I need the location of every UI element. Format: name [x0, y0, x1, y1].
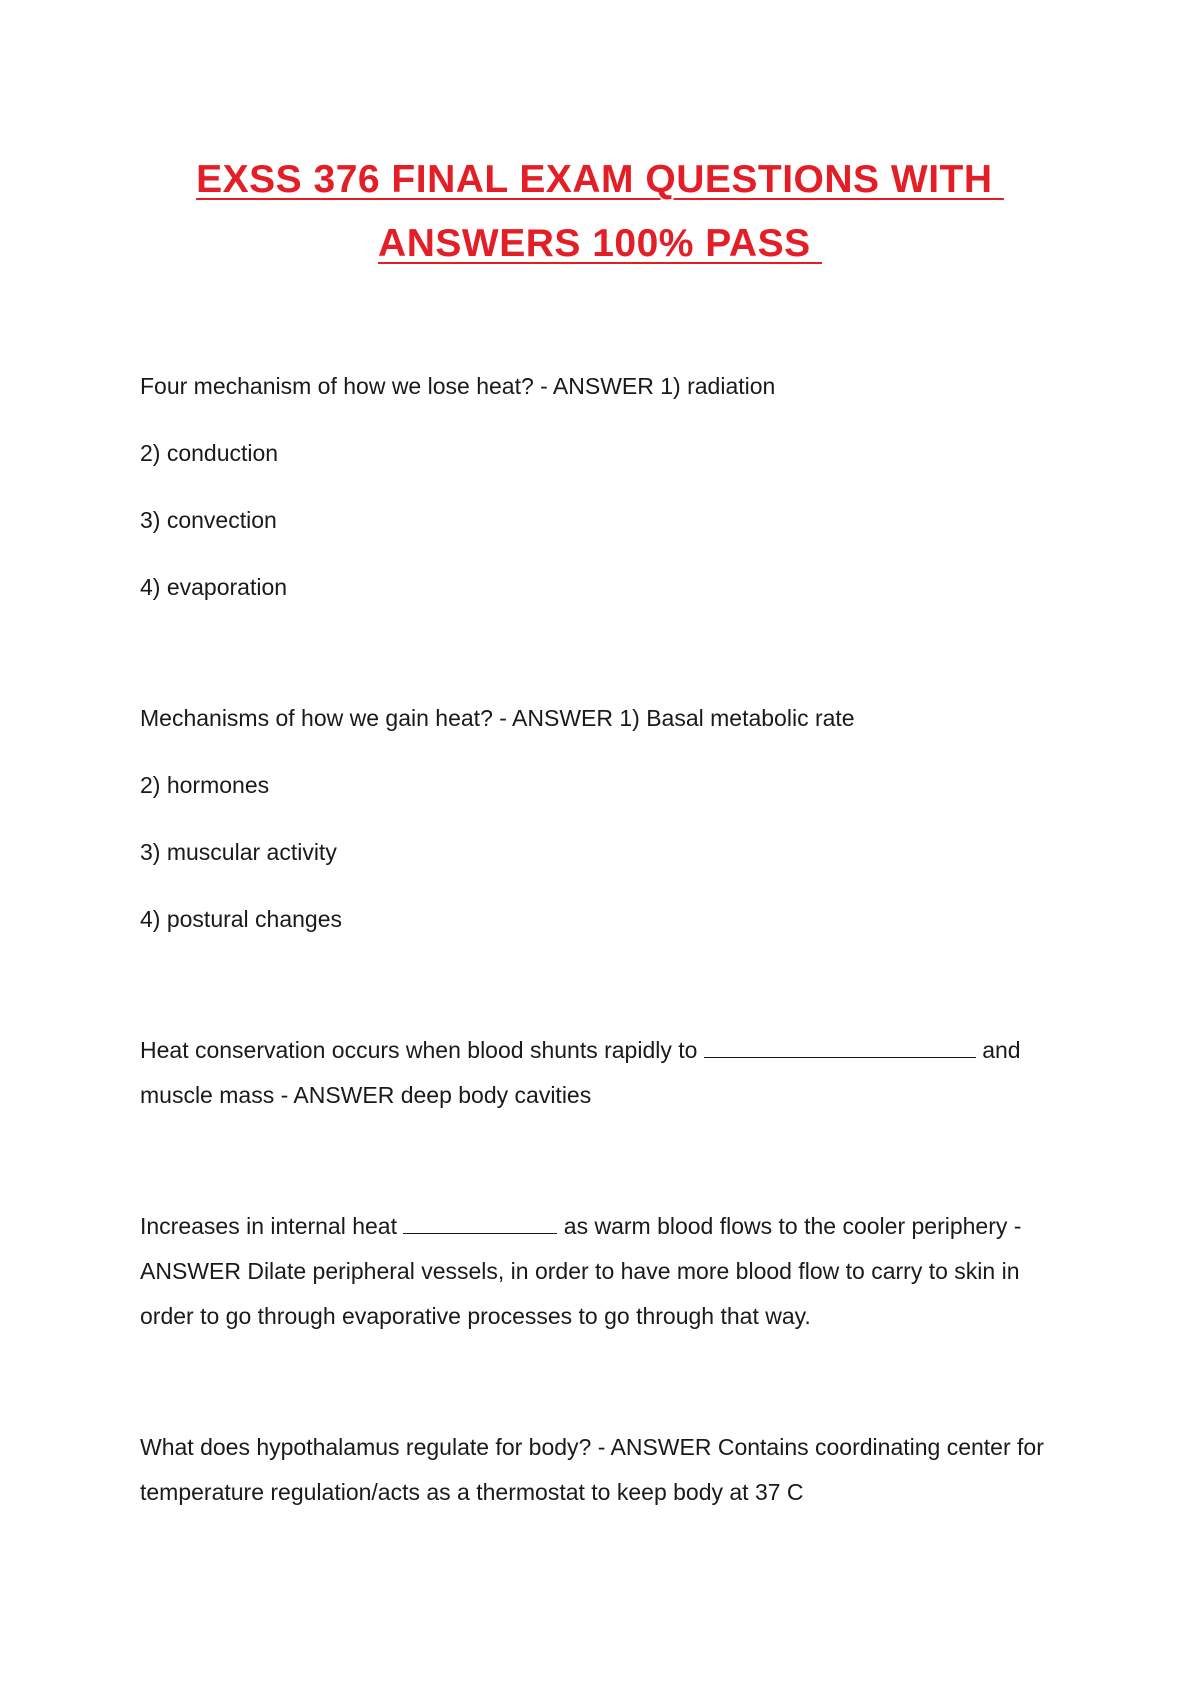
spacer [140, 1339, 1085, 1425]
spacer [140, 610, 1085, 696]
q3-question-line [140, 1028, 1085, 1073]
q2-answer-item-2: 2) hormones [140, 772, 270, 798]
q1-question-line: Four mechanism of how we lose heat? - ANSWER 1) radiation [140, 373, 776, 399]
q3-text-before-blank: Heat conservation occurs when blood shunts rapidly to [140, 1037, 704, 1063]
q5-question-line: What does hypothalamus regulate for body? - ANSWER Contains coordinating center for [140, 1434, 1044, 1460]
q4-answer-line-2: order to go through evaporative processes to go through that way. [140, 1303, 811, 1329]
q2-answer-item-3: 3) muscular activity [140, 839, 337, 865]
title-line-1: EXSS 376 FINAL EXAM QUESTIONS WITH [196, 158, 1004, 201]
q1-answer-item-4: 4) evaporation [140, 574, 288, 600]
q4-text-after-blank: as warm blood flows to the cooler periphery - [557, 1213, 1022, 1239]
q3-answer-line: muscle mass - ANSWER deep body cavities [140, 1082, 592, 1108]
fill-in-blank [704, 1033, 976, 1058]
spacer [140, 1118, 1085, 1204]
q4-question-line [140, 1204, 1085, 1249]
spacer [140, 942, 1085, 1028]
q2-question-line: Mechanisms of how we gain heat? - ANSWER 1) Basal metabolic rate [140, 705, 855, 731]
q4-answer-line-1: ANSWER Dilate peripheral vessels, in order to have more blood flow to carry to skin in [140, 1258, 1020, 1284]
q3-text-after-blank: and [975, 1037, 1021, 1063]
q1-answer-item-3: 3) convection [140, 507, 277, 533]
q5-answer-line: temperature regulation/acts as a thermostat to keep body at 37 C [140, 1479, 804, 1505]
title-line-2: ANSWERS 100% PASS [378, 222, 822, 265]
document-title [0, 148, 1200, 276]
q4-text-before-blank: Increases in internal heat [140, 1213, 404, 1239]
q1-answer-item-2: 2) conduction [140, 440, 279, 466]
q2-answer-item-4: 4) postural changes [140, 906, 343, 932]
fill-in-blank [403, 1209, 557, 1234]
document-body [140, 364, 1085, 1515]
